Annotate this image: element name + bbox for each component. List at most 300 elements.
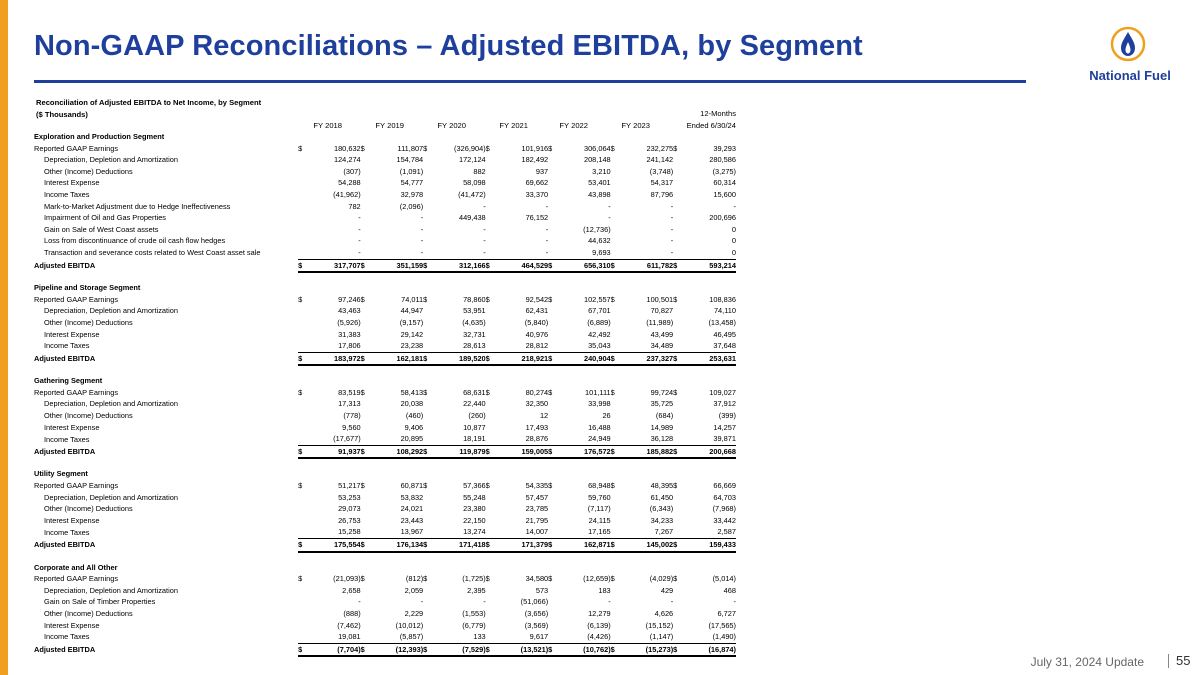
- currency-symbol: [611, 620, 619, 632]
- currency-symbol: $: [486, 445, 494, 458]
- value-cell: 60,871: [400, 481, 424, 491]
- value-cell: -: [670, 213, 674, 223]
- currency-symbol: [673, 235, 681, 247]
- currency-symbol: $: [673, 259, 681, 272]
- value-cell: (12,659): [583, 574, 611, 584]
- table-row: [34, 433, 736, 445]
- currency-symbol: $: [423, 643, 431, 656]
- value-cell: (9,157): [399, 317, 424, 327]
- value-cell: 20,895: [369, 433, 423, 445]
- logo-text: National Fuel: [1089, 68, 1171, 83]
- total-label: Adjusted EBITDA: [34, 260, 96, 270]
- currency-symbol: [423, 515, 431, 527]
- currency-symbol: [298, 247, 306, 259]
- total-value: (7,704): [306, 643, 360, 656]
- currency-symbol: [486, 166, 494, 178]
- section-gap: [34, 365, 736, 375]
- currency-symbol: [548, 154, 556, 166]
- value-cell: 32,731: [463, 329, 486, 339]
- currency-symbol: [423, 201, 431, 213]
- value-cell: -: [733, 597, 736, 607]
- value-cell: 14,257: [713, 422, 736, 432]
- value-cell: (307): [343, 166, 361, 176]
- currency-symbol: [361, 154, 369, 166]
- value-cell: (7,462): [337, 620, 361, 630]
- currency-symbol: [298, 585, 306, 597]
- value-cell: 28,812: [494, 340, 548, 352]
- currency-symbol: [423, 329, 431, 341]
- currency-symbol: $: [298, 574, 303, 584]
- value-cell: 26,753: [338, 515, 361, 525]
- currency-symbol: [548, 503, 556, 515]
- row-label: Reported GAAP Earnings: [34, 294, 119, 304]
- value-cell: -: [670, 236, 674, 246]
- currency-symbol: $: [486, 352, 494, 365]
- currency-symbol: [611, 166, 619, 178]
- value-cell: (10,012): [395, 620, 424, 630]
- value-cell: (5,014): [712, 574, 736, 584]
- currency-symbol: [611, 492, 619, 504]
- table-row: [34, 596, 736, 608]
- value-cell: -: [483, 236, 486, 246]
- currency-symbol: [548, 608, 556, 620]
- total-value: 175,554: [306, 539, 360, 552]
- currency-symbol: $: [611, 539, 619, 552]
- value-cell: (41,472): [458, 189, 486, 199]
- currency-symbol: [548, 177, 556, 189]
- value-cell: 87,796: [650, 189, 674, 199]
- value-cell: -: [608, 201, 611, 211]
- value-cell: 23,785: [525, 504, 549, 514]
- row-label: Loss from discontinuance of crude oil cash flow hedges: [44, 236, 226, 246]
- currency-symbol: [298, 515, 306, 527]
- currency-symbol: [673, 166, 681, 178]
- value-cell: 183: [598, 585, 611, 595]
- value-cell: 280,586: [709, 155, 736, 165]
- value-cell: 37,648: [681, 340, 736, 352]
- value-cell: 17,165: [556, 526, 610, 538]
- currency-symbol: [548, 340, 556, 352]
- currency-symbol: [486, 631, 494, 643]
- value-cell: (460): [405, 411, 424, 421]
- currency-symbol: [486, 340, 494, 352]
- currency-symbol: [486, 305, 494, 317]
- row-label: Interest Expense: [44, 178, 100, 188]
- total-value: (16,874): [681, 643, 736, 656]
- currency-symbol: [611, 422, 619, 434]
- currency-symbol: [486, 503, 494, 515]
- currency-symbol: [486, 596, 494, 608]
- value-cell: 937: [535, 166, 549, 176]
- value-cell: 58,098: [463, 178, 486, 188]
- value-cell: -: [670, 597, 674, 607]
- value-cell: (3,656): [524, 608, 549, 618]
- value-cell: 449,438: [458, 213, 486, 223]
- total-value: 464,529: [494, 259, 548, 272]
- currency-symbol: $: [548, 445, 556, 458]
- row-label: Income Taxes: [44, 341, 90, 351]
- row-label: Interest Expense: [44, 515, 100, 525]
- total-value: 351,159: [369, 259, 423, 272]
- value-cell: 14,989: [650, 422, 674, 432]
- currency-symbol: $: [673, 481, 678, 491]
- value-cell: -: [608, 213, 611, 223]
- value-cell: (6,343): [649, 504, 674, 514]
- value-cell: 29,142: [400, 329, 424, 339]
- value-cell: 12,279: [588, 608, 611, 618]
- value-cell: (51,066): [520, 597, 549, 607]
- footer-update-date: July 31, 2024 Update: [1030, 655, 1144, 669]
- currency-symbol: $: [610, 481, 615, 491]
- gap-cell: [34, 458, 736, 468]
- currency-symbol: [673, 596, 681, 608]
- value-cell: 101,111: [585, 387, 611, 397]
- value-cell: 51,217: [338, 481, 361, 491]
- value-cell: 21,795: [525, 515, 549, 525]
- currency-symbol: [486, 585, 494, 597]
- value-cell: 54,335: [525, 481, 549, 491]
- value-cell: -: [431, 247, 485, 259]
- currency-symbol: $: [423, 574, 428, 584]
- currency-symbol: [361, 189, 369, 201]
- currency-symbol: $: [610, 574, 615, 584]
- currency-symbol: [611, 201, 619, 213]
- currency-symbol: [298, 398, 306, 410]
- row-label: Gain on Sale of Timber Properties: [44, 597, 156, 607]
- value-cell: -: [420, 224, 424, 234]
- currency-symbol: [361, 247, 369, 259]
- row-label: Depreciation, Depletion and Amortization: [44, 399, 178, 409]
- currency-symbol: $: [611, 643, 619, 656]
- currency-symbol: [423, 410, 431, 422]
- value-cell: 76,152: [525, 213, 549, 223]
- currency-symbol: [361, 305, 369, 317]
- currency-symbol: $: [360, 481, 365, 491]
- total-label: Adjusted EBITDA: [34, 540, 96, 550]
- currency-symbol: [486, 608, 494, 620]
- value-cell: -: [306, 247, 360, 259]
- section-header: [34, 468, 736, 480]
- currency-symbol: $: [423, 259, 431, 272]
- currency-symbol: $: [673, 352, 681, 365]
- currency-symbol: [611, 433, 619, 445]
- table-row: [34, 201, 736, 213]
- total-value: 159,433: [681, 539, 736, 552]
- value-cell: 54,777: [400, 178, 424, 188]
- currency-symbol: [423, 340, 431, 352]
- value-cell: 68,631: [463, 387, 486, 397]
- value-cell: (3,275): [712, 166, 736, 176]
- total-row: [34, 259, 736, 272]
- currency-symbol: $: [610, 294, 615, 304]
- total-label: Adjusted EBITDA: [34, 353, 96, 363]
- gap-cell: [34, 272, 736, 282]
- currency-symbol: $: [361, 539, 369, 552]
- currency-symbol: [423, 433, 431, 445]
- currency-symbol: [548, 410, 556, 422]
- currency-symbol: [298, 224, 306, 236]
- section-title: Pipeline and Storage Segment: [34, 283, 141, 293]
- currency-symbol: [298, 410, 306, 422]
- currency-symbol: [423, 317, 431, 329]
- currency-symbol: $: [298, 352, 306, 365]
- table-row: [34, 247, 736, 259]
- value-cell: (6,779): [462, 620, 486, 630]
- currency-symbol: [361, 177, 369, 189]
- value-cell: 200,696: [709, 213, 736, 223]
- currency-symbol: $: [548, 259, 556, 272]
- currency-symbol: [423, 398, 431, 410]
- total-row: [34, 445, 736, 458]
- currency-symbol: [361, 526, 369, 538]
- value-cell: (1,553): [462, 608, 486, 618]
- value-cell: 61,450: [650, 492, 674, 502]
- currency-symbol: $: [611, 259, 619, 272]
- currency-symbol: [486, 212, 494, 224]
- value-cell: 15,600: [713, 189, 736, 199]
- section-title: Exploration and Production Segment: [34, 132, 165, 141]
- currency-symbol: $: [611, 445, 619, 458]
- value-cell: 882: [473, 166, 486, 176]
- value-cell: 33,998: [588, 399, 611, 409]
- currency-symbol: [486, 410, 494, 422]
- row-label: Other (Income) Deductions: [44, 608, 133, 618]
- table-row: [34, 585, 736, 597]
- value-cell: 92,542: [525, 294, 549, 304]
- value-cell: 24,115: [588, 515, 611, 525]
- column-header-ltm-line2: Ended 6/30/24: [686, 121, 736, 130]
- currency-symbol: [298, 189, 306, 201]
- currency-symbol: $: [548, 643, 556, 656]
- currency-symbol: [298, 177, 306, 189]
- footer-separator: [1168, 654, 1169, 668]
- value-cell: 80,274: [525, 387, 549, 397]
- currency-symbol: $: [361, 259, 369, 272]
- value-cell: 18,191: [431, 433, 485, 445]
- currency-symbol: $: [548, 143, 553, 153]
- title-rule: [34, 80, 1026, 83]
- currency-symbol: [423, 235, 431, 247]
- currency-symbol: [548, 596, 556, 608]
- section-title: Utility Segment: [34, 469, 88, 479]
- currency-symbol: [548, 422, 556, 434]
- value-cell: 31,383: [338, 329, 361, 339]
- currency-symbol: $: [485, 574, 490, 584]
- value-cell: (1,725): [462, 574, 486, 584]
- currency-symbol: [611, 235, 619, 247]
- value-cell: (11,989): [646, 317, 674, 327]
- value-cell: -: [608, 597, 611, 607]
- value-cell: 109,027: [709, 387, 736, 397]
- value-cell: 154,784: [396, 155, 424, 165]
- total-value: 218,921: [494, 352, 548, 365]
- total-label: Adjusted EBITDA: [34, 447, 96, 457]
- total-value: 189,520: [431, 352, 485, 365]
- value-cell: (12,736): [583, 224, 611, 234]
- value-cell: -: [420, 236, 424, 246]
- currency-symbol: [486, 189, 494, 201]
- currency-symbol: [423, 247, 431, 259]
- value-cell: 69,662: [525, 178, 549, 188]
- column-header-fy2021: FY 2021: [499, 121, 528, 130]
- value-cell: 29,073: [338, 504, 361, 514]
- currency-symbol: [298, 201, 306, 213]
- value-cell: 9,617: [494, 631, 548, 643]
- currency-symbol: [423, 585, 431, 597]
- flame-logo-icon: [1110, 26, 1146, 62]
- currency-symbol: [611, 503, 619, 515]
- value-cell: 22,440: [463, 399, 486, 409]
- total-value: 108,292: [369, 445, 423, 458]
- row-label: Income Taxes: [44, 189, 90, 199]
- currency-symbol: [298, 620, 306, 632]
- value-cell: 66,669: [713, 481, 736, 491]
- value-cell: 9,693: [556, 247, 610, 259]
- currency-symbol: [298, 526, 306, 538]
- value-cell: 33,442: [713, 515, 736, 525]
- section-title: Corporate and All Other: [34, 562, 118, 572]
- currency-symbol: [673, 177, 681, 189]
- value-cell: 70,827: [650, 306, 674, 316]
- section-header: [34, 375, 736, 387]
- value-cell: 57,366: [463, 481, 486, 491]
- currency-symbol: [361, 503, 369, 515]
- value-cell: 55,248: [463, 492, 486, 502]
- value-cell: -: [670, 201, 674, 211]
- value-cell: 10,877: [463, 422, 486, 432]
- currency-symbol: [611, 631, 619, 643]
- section-gap: [34, 552, 736, 562]
- currency-symbol: [548, 631, 556, 643]
- value-cell: 108,836: [709, 294, 736, 304]
- currency-symbol: [486, 422, 494, 434]
- company-logo: [1070, 26, 1190, 86]
- currency-symbol: [673, 410, 681, 422]
- currency-symbol: $: [611, 352, 619, 365]
- currency-symbol: [611, 305, 619, 317]
- currency-symbol: [361, 631, 369, 643]
- currency-symbol: [423, 503, 431, 515]
- value-cell: 4,626: [654, 608, 674, 618]
- value-cell: -: [358, 213, 361, 223]
- value-cell: 0: [731, 224, 736, 234]
- currency-symbol: [298, 154, 306, 166]
- row-label: Depreciation, Depletion and Amortization: [44, 155, 178, 165]
- currency-symbol: [611, 212, 619, 224]
- section-gap: [34, 272, 736, 282]
- value-cell: (5,926): [337, 317, 361, 327]
- currency-symbol: [673, 515, 681, 527]
- currency-symbol: [673, 526, 681, 538]
- value-cell: 17,313: [338, 399, 361, 409]
- value-cell: -: [545, 236, 549, 246]
- value-cell: 34,580: [525, 574, 549, 584]
- currency-symbol: [548, 235, 556, 247]
- value-cell: -: [483, 224, 486, 234]
- currency-symbol: $: [360, 574, 365, 584]
- value-cell: -: [545, 201, 549, 211]
- value-cell: 306,064: [583, 143, 611, 153]
- value-cell: -: [670, 224, 674, 234]
- value-cell: (3,748): [649, 166, 674, 176]
- page-number: 55: [1176, 653, 1191, 668]
- section-title: Gathering Segment: [34, 376, 103, 386]
- value-cell: 101,916: [521, 143, 549, 153]
- currency-symbol: [423, 154, 431, 166]
- row-label: Reported GAAP Earnings: [34, 481, 119, 491]
- currency-symbol: [361, 585, 369, 597]
- value-cell: 23,238: [369, 340, 423, 352]
- currency-symbol: $: [423, 387, 428, 397]
- currency-symbol: [361, 235, 369, 247]
- currency-symbol: $: [548, 387, 553, 397]
- total-value: 611,782: [619, 259, 673, 272]
- value-cell: -: [369, 247, 423, 259]
- currency-symbol: $: [361, 643, 369, 656]
- value-cell: 28,613: [431, 340, 485, 352]
- currency-symbol: [298, 608, 306, 620]
- currency-symbol: [486, 177, 494, 189]
- value-cell: 34,233: [650, 515, 674, 525]
- total-value: (13,521): [494, 643, 548, 656]
- value-cell: -: [494, 247, 548, 259]
- value-cell: (1,490): [681, 631, 736, 643]
- total-value: 200,668: [681, 445, 736, 458]
- total-value: (15,273): [619, 643, 673, 656]
- currency-symbol: $: [423, 294, 428, 304]
- currency-symbol: [548, 247, 556, 259]
- value-cell: (399): [718, 411, 736, 421]
- currency-symbol: [298, 503, 306, 515]
- value-cell: -: [545, 224, 549, 234]
- currency-symbol: [673, 398, 681, 410]
- page-title: Non-GAAP Reconciliations – Adjusted EBITDA, by Segment: [34, 30, 863, 62]
- value-cell: 64,703: [713, 492, 736, 502]
- currency-symbol: $: [423, 352, 431, 365]
- value-cell: 23,380: [463, 504, 486, 514]
- value-cell: 53,253: [338, 492, 361, 502]
- currency-symbol: $: [298, 294, 303, 304]
- total-value: 145,002: [619, 539, 673, 552]
- currency-symbol: [423, 422, 431, 434]
- table-row: [34, 503, 736, 515]
- row-label: Other (Income) Deductions: [44, 317, 133, 327]
- total-value: (7,529): [431, 643, 485, 656]
- table-row: [34, 526, 736, 538]
- currency-symbol: [548, 433, 556, 445]
- currency-symbol: [673, 247, 681, 259]
- currency-symbol: [423, 224, 431, 236]
- currency-symbol: [611, 596, 619, 608]
- currency-symbol: [298, 305, 306, 317]
- table-row: [34, 317, 736, 329]
- reconciliation-table: [34, 131, 736, 657]
- currency-symbol: [611, 154, 619, 166]
- value-cell: 15,258: [306, 526, 360, 538]
- total-value: 119,879: [431, 445, 485, 458]
- value-cell: 17,493: [525, 422, 549, 432]
- currency-symbol: $: [485, 294, 490, 304]
- currency-symbol: $: [548, 352, 556, 365]
- currency-symbol: $: [423, 539, 431, 552]
- value-cell: 573: [535, 585, 549, 595]
- currency-symbol: [611, 177, 619, 189]
- currency-symbol: [298, 317, 306, 329]
- currency-symbol: [423, 492, 431, 504]
- value-cell: 53,951: [463, 306, 486, 316]
- value-cell: 172,124: [458, 155, 486, 165]
- value-cell: 24,021: [400, 504, 424, 514]
